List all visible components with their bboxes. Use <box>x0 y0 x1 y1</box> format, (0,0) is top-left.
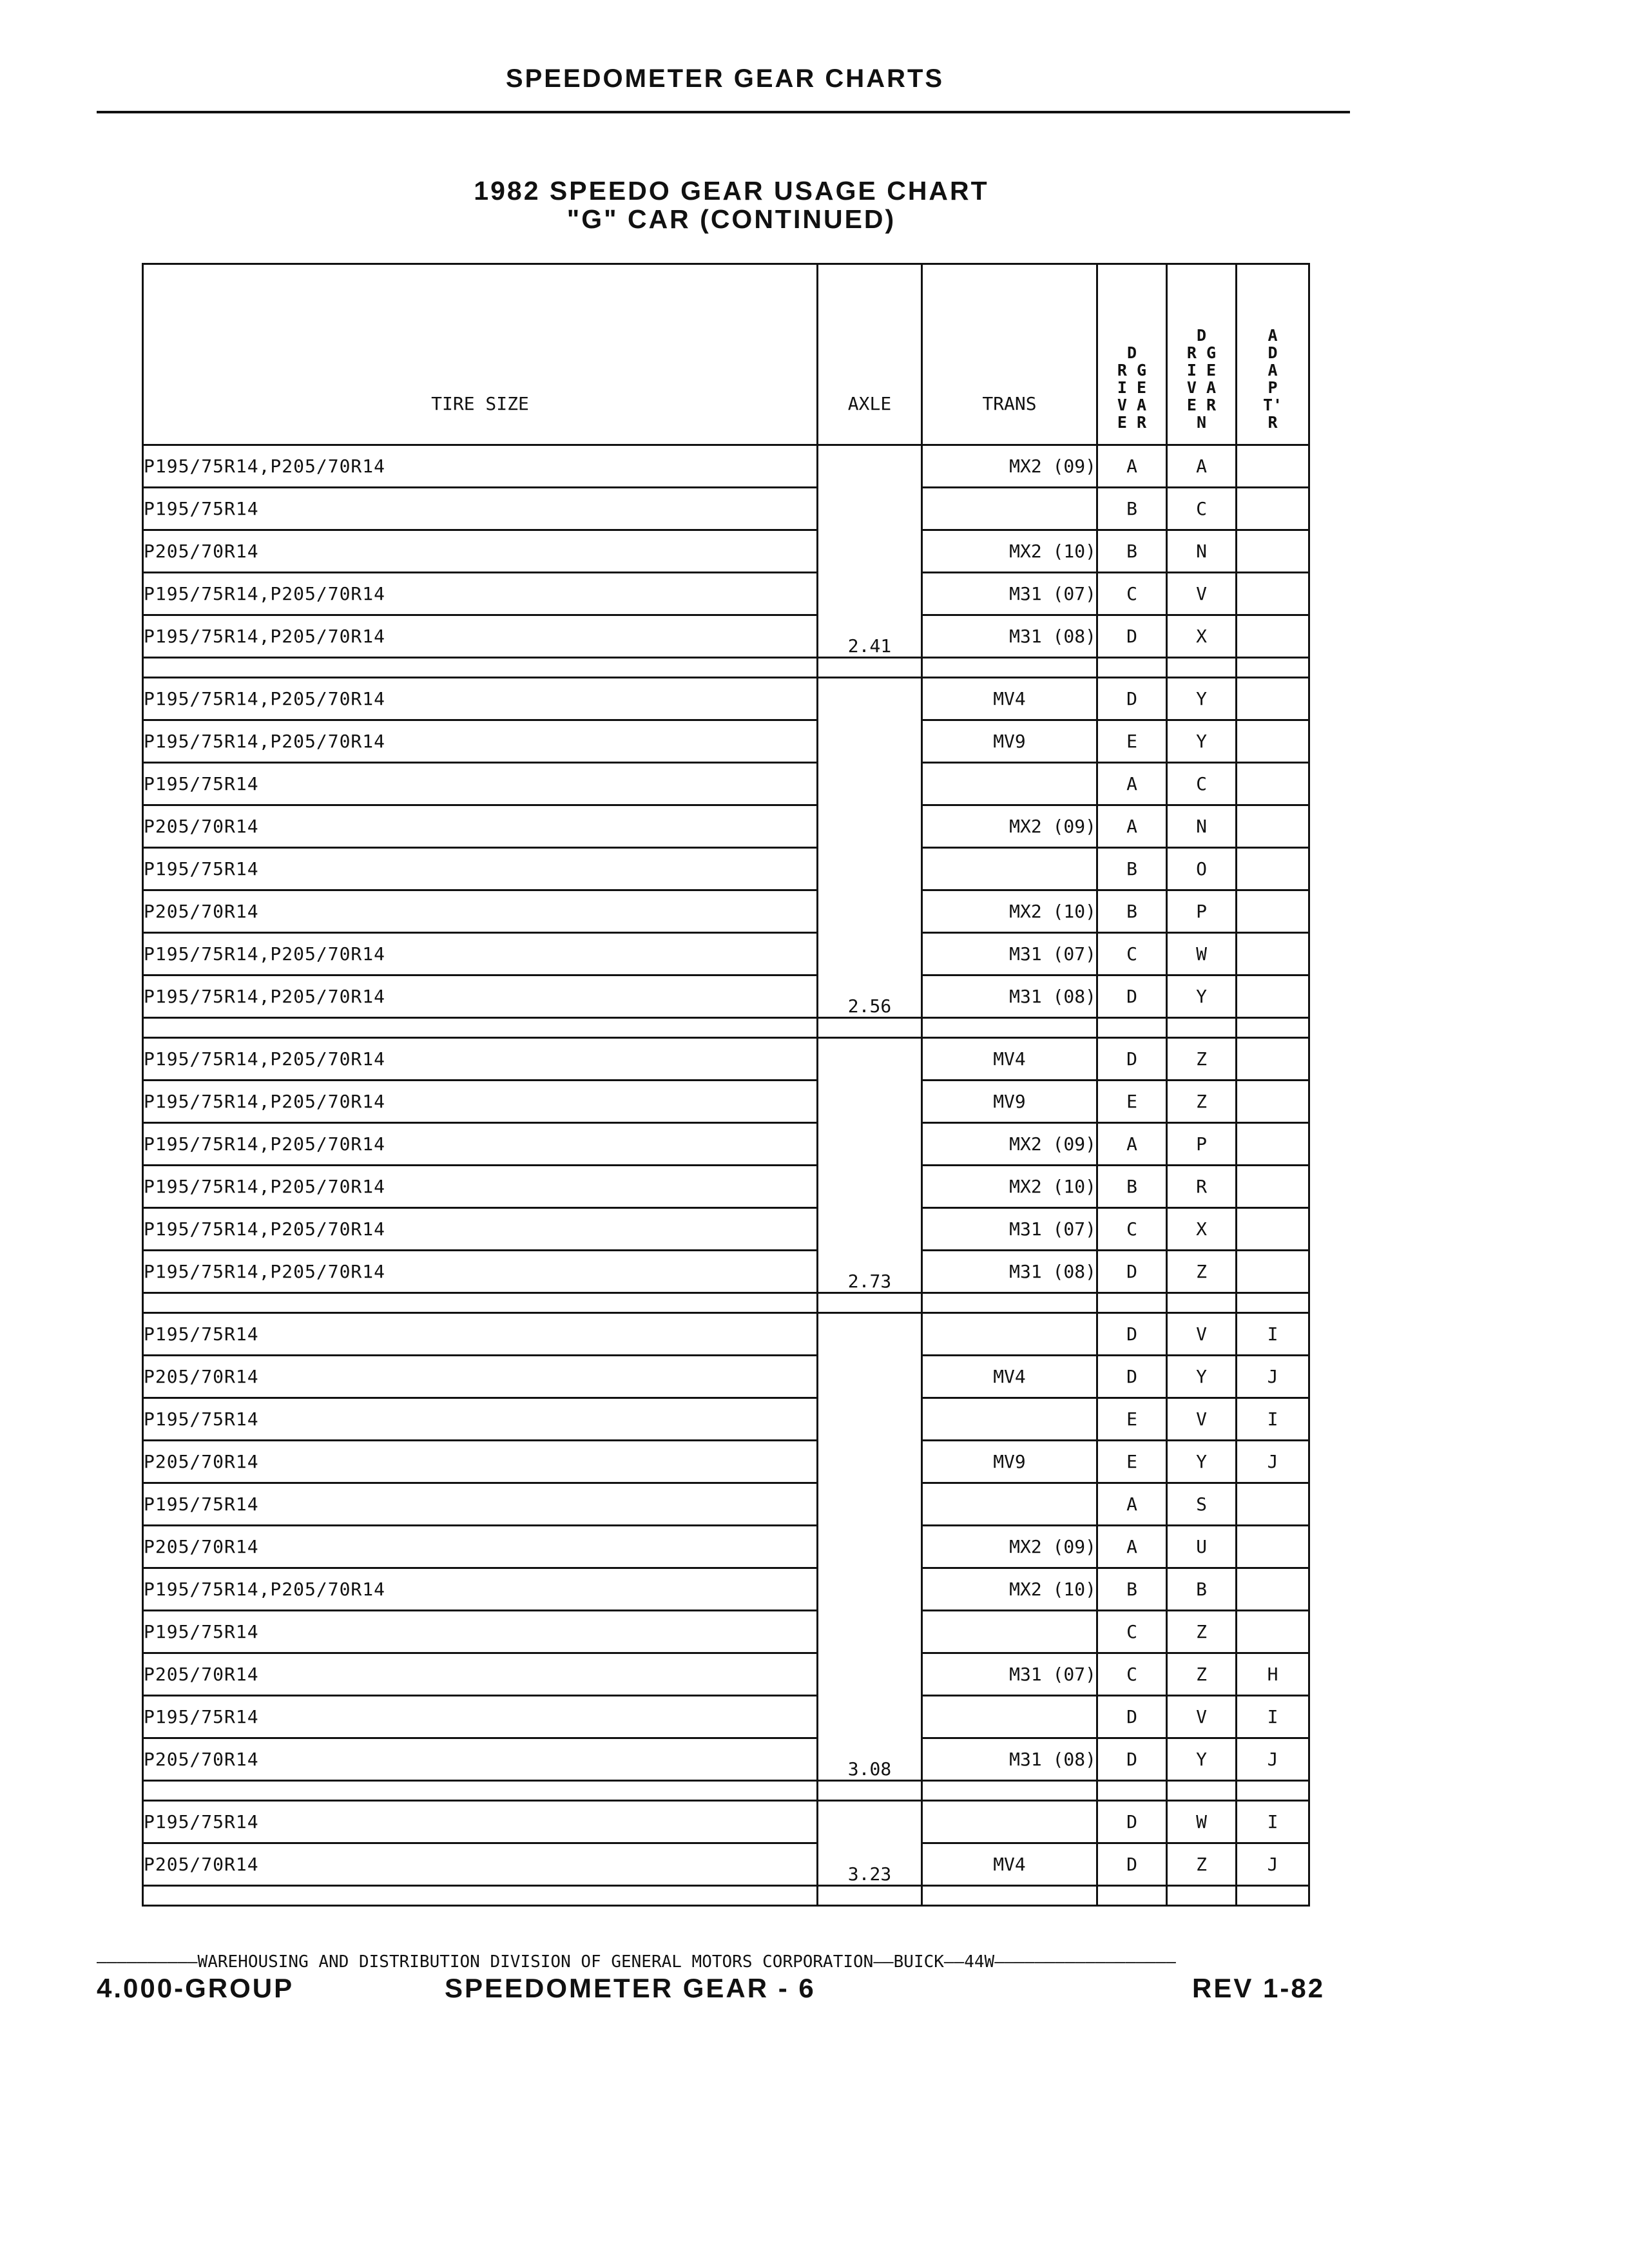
driven-gear-cell: Z <box>1167 1038 1237 1081</box>
trans-cell: MV9 <box>922 1081 1097 1123</box>
adapter-cell <box>1237 678 1309 720</box>
separator-cell <box>143 1293 818 1313</box>
tire-size-cell: P195/75R14 <box>143 848 818 890</box>
driven-gear-cell: P <box>1167 1123 1237 1166</box>
tire-size-cell: P205/70R14 <box>143 1526 818 1568</box>
driven-gear-cell: Z <box>1167 1843 1237 1886</box>
drive-gear-cell: B <box>1097 530 1167 573</box>
footer-division-line: ——————————WAREHOUSING AND DISTRIBUTION DIVISION OF GENERAL MOTORS CORPORATION——BUICK——44W—————————————————— <box>97 1952 1176 1972</box>
table-row <box>143 763 1309 805</box>
trans-cell: M31 (08) <box>922 615 1097 658</box>
drive-gear-cell: B <box>1097 488 1167 530</box>
adapter-cell <box>1237 1038 1309 1081</box>
separator-cell <box>1167 1293 1237 1313</box>
trans-cell: MX2 (10) <box>922 1166 1097 1208</box>
separator-cell <box>818 658 922 678</box>
drive-gear-cell: D <box>1097 1738 1167 1781</box>
footer-division: WAREHOUSING AND DISTRIBUTION DIVISION OF GENERAL MOTORS CORPORATION <box>197 1952 874 1972</box>
tire-size-cell: P205/70R14 <box>143 1653 818 1696</box>
driven-gear-cell: O <box>1167 848 1237 890</box>
separator-cell <box>1167 658 1237 678</box>
drive-gear-cell: D <box>1097 1313 1167 1356</box>
adapter-cell <box>1237 933 1309 975</box>
tire-size-cell: P195/75R14,P205/70R14 <box>143 678 818 720</box>
trans-cell: M31 (08) <box>922 975 1097 1018</box>
driven-gear-cell: Y <box>1167 1441 1237 1483</box>
driven-gear-cell: W <box>1167 933 1237 975</box>
adapter-cell <box>1237 573 1309 615</box>
tire-size-cell: P195/75R14 <box>143 1313 818 1356</box>
tire-size-cell: P195/75R14,P205/70R14 <box>143 1081 818 1123</box>
trans-cell: MX2 (10) <box>922 890 1097 933</box>
table-row <box>143 1356 1309 1398</box>
adapter-cell: I <box>1237 1398 1309 1441</box>
separator-cell <box>922 1293 1097 1313</box>
table-row <box>143 488 1309 530</box>
driven-gear-cell: P <box>1167 890 1237 933</box>
separator-cell <box>818 1018 922 1038</box>
table-body <box>143 445 1309 1906</box>
tire-size-cell: P195/75R14,P205/70R14 <box>143 720 818 763</box>
group-separator-row <box>143 1781 1309 1801</box>
group-separator-row <box>143 1293 1309 1313</box>
drive-gear-cell: A <box>1097 1123 1167 1166</box>
separator-cell <box>1237 1293 1309 1313</box>
drive-gear-cell: D <box>1097 1251 1167 1293</box>
table-row <box>143 1653 1309 1696</box>
trans-cell: MX2 (09) <box>922 1123 1097 1166</box>
adapter-cell <box>1237 805 1309 848</box>
table-row <box>143 805 1309 848</box>
separator-cell <box>1167 1781 1237 1801</box>
adapter-cell: I <box>1237 1801 1309 1843</box>
drive-gear-cell: D <box>1097 678 1167 720</box>
trans-cell: MX2 (09) <box>922 445 1097 488</box>
trans-cell <box>922 1483 1097 1526</box>
drive-gear-cell: B <box>1097 890 1167 933</box>
trans-cell <box>922 763 1097 805</box>
adapter-cell <box>1237 530 1309 573</box>
adapter-cell <box>1237 1081 1309 1123</box>
driven-gear-cell: N <box>1167 805 1237 848</box>
adapter-cell: J <box>1237 1843 1309 1886</box>
drive-gear-cell: E <box>1097 1441 1167 1483</box>
driven-gear-cell: Z <box>1167 1611 1237 1653</box>
footer-group: 4.000-GROUP <box>97 1973 294 2003</box>
tire-size-cell: P195/75R14 <box>143 1483 818 1526</box>
driven-gear-cell: Y <box>1167 720 1237 763</box>
driven-gear-cell: B <box>1167 1568 1237 1611</box>
tire-size-cell: P205/70R14 <box>143 1356 818 1398</box>
drive-gear-cell: C <box>1097 573 1167 615</box>
adapter-cell <box>1237 763 1309 805</box>
table-row <box>143 1611 1309 1653</box>
driven-gear-cell: U <box>1167 1526 1237 1568</box>
trans-cell: M31 (08) <box>922 1251 1097 1293</box>
adapter-cell <box>1237 1251 1309 1293</box>
driven-gear-cell: Z <box>1167 1251 1237 1293</box>
tire-size-cell: P195/75R14,P205/70R14 <box>143 1568 818 1611</box>
driven-gear-cell: V <box>1167 573 1237 615</box>
trans-cell <box>922 1801 1097 1843</box>
table-row <box>143 1441 1309 1483</box>
drive-gear-cell: B <box>1097 848 1167 890</box>
driven-gear-cell: N <box>1167 530 1237 573</box>
tire-size-cell: P195/75R14 <box>143 1801 818 1843</box>
trans-cell <box>922 848 1097 890</box>
separator-cell <box>1167 1886 1237 1906</box>
col-header-drive-gear: D R G I E V A E R <box>1097 264 1167 445</box>
driven-gear-cell: V <box>1167 1696 1237 1738</box>
table-row <box>143 1251 1309 1293</box>
driven-gear-cell: A <box>1167 445 1237 488</box>
drive-gear-cell: A <box>1097 445 1167 488</box>
table-row <box>143 1398 1309 1441</box>
group-separator-row <box>143 658 1309 678</box>
separator-cell <box>143 1886 818 1906</box>
tire-size-cell: P195/75R14 <box>143 1696 818 1738</box>
separator-cell <box>922 658 1097 678</box>
table-row <box>143 1568 1309 1611</box>
page-header: SPEEDOMETER GEAR CHARTS <box>505 64 945 93</box>
axle-cell: 3.08 <box>818 1313 922 1781</box>
tire-size-cell: P205/70R14 <box>143 1738 818 1781</box>
table-row <box>143 1166 1309 1208</box>
drive-gear-cell: B <box>1097 1568 1167 1611</box>
trans-cell: M31 (07) <box>922 1653 1097 1696</box>
separator-cell <box>1237 658 1309 678</box>
adapter-cell: J <box>1237 1441 1309 1483</box>
trans-cell: MV4 <box>922 1038 1097 1081</box>
driven-gear-cell: Y <box>1167 678 1237 720</box>
table-row <box>143 530 1309 573</box>
tire-size-cell: P195/75R14 <box>143 1398 818 1441</box>
driven-gear-cell: C <box>1167 488 1237 530</box>
group-separator-row <box>143 1018 1309 1038</box>
table-row <box>143 1696 1309 1738</box>
table-row <box>143 1081 1309 1123</box>
drive-gear-cell: D <box>1097 1038 1167 1081</box>
table-row <box>143 1843 1309 1886</box>
drive-gear-cell: C <box>1097 1208 1167 1251</box>
separator-cell <box>1097 1018 1167 1038</box>
table-row <box>143 1313 1309 1356</box>
chart-title: 1982 SPEEDO GEAR USAGE CHART <box>474 176 989 206</box>
col-header-trans: TRANS <box>922 264 1097 445</box>
trans-cell <box>922 488 1097 530</box>
footer-section: SPEEDOMETER GEAR - 6 <box>445 1973 816 2003</box>
adapter-cell: J <box>1237 1356 1309 1398</box>
tire-size-cell: P195/75R14,P205/70R14 <box>143 615 818 658</box>
adapter-cell <box>1237 1483 1309 1526</box>
driven-gear-cell: S <box>1167 1483 1237 1526</box>
trans-cell <box>922 1313 1097 1356</box>
adapter-cell <box>1237 1611 1309 1653</box>
adapter-cell <box>1237 848 1309 890</box>
drive-gear-cell: D <box>1097 1843 1167 1886</box>
trans-cell: M31 (08) <box>922 1738 1097 1781</box>
trans-cell <box>922 1696 1097 1738</box>
drive-gear-cell: C <box>1097 933 1167 975</box>
chart-subtitle: "G" CAR (CONTINUED) <box>566 204 896 234</box>
trans-cell: MX2 (09) <box>922 1526 1097 1568</box>
separator-cell <box>1097 1886 1167 1906</box>
axle-cell: 3.23 <box>818 1801 922 1886</box>
drive-gear-cell: D <box>1097 1356 1167 1398</box>
trans-cell: MX2 (09) <box>922 805 1097 848</box>
trans-cell: MV4 <box>922 678 1097 720</box>
table-row <box>143 678 1309 720</box>
separator-cell <box>922 1018 1097 1038</box>
footer-code: 44W <box>964 1952 995 1972</box>
table-row <box>143 1123 1309 1166</box>
adapter-cell <box>1237 615 1309 658</box>
drive-gear-cell: A <box>1097 763 1167 805</box>
separator-cell <box>1097 1293 1167 1313</box>
tire-size-cell: P205/70R14 <box>143 890 818 933</box>
adapter-cell <box>1237 488 1309 530</box>
table-row <box>143 1801 1309 1843</box>
tire-size-cell: P205/70R14 <box>143 1441 818 1483</box>
separator-cell <box>1237 1886 1309 1906</box>
adapter-cell <box>1237 890 1309 933</box>
driven-gear-cell: X <box>1167 615 1237 658</box>
table-row <box>143 1208 1309 1251</box>
drive-gear-cell: B <box>1097 1166 1167 1208</box>
adapter-cell <box>1237 1568 1309 1611</box>
driven-gear-cell: Z <box>1167 1081 1237 1123</box>
drive-gear-cell: A <box>1097 805 1167 848</box>
table-row <box>143 933 1309 975</box>
driven-gear-cell: X <box>1167 1208 1237 1251</box>
tire-size-cell: P195/75R14,P205/70R14 <box>143 975 818 1018</box>
trans-cell: MV4 <box>922 1356 1097 1398</box>
table-row <box>143 1483 1309 1526</box>
tire-size-cell: P195/75R14,P205/70R14 <box>143 1038 818 1081</box>
driven-gear-cell: R <box>1167 1166 1237 1208</box>
tire-size-cell: P195/75R14 <box>143 1611 818 1653</box>
drive-gear-cell: E <box>1097 720 1167 763</box>
adapter-cell: I <box>1237 1696 1309 1738</box>
table-row <box>143 1526 1309 1568</box>
table-row <box>143 975 1309 1018</box>
trans-cell: MV9 <box>922 720 1097 763</box>
group-separator-row <box>143 1886 1309 1906</box>
tire-size-cell: P195/75R14,P205/70R14 <box>143 1166 818 1208</box>
driven-gear-cell: W <box>1167 1801 1237 1843</box>
header-rule <box>97 111 1350 113</box>
driven-gear-cell: Z <box>1167 1653 1237 1696</box>
driven-gear-cell: C <box>1167 763 1237 805</box>
table-row <box>143 720 1309 763</box>
drive-gear-cell: A <box>1097 1483 1167 1526</box>
adapter-cell: H <box>1237 1653 1309 1696</box>
tire-size-cell: P205/70R14 <box>143 530 818 573</box>
col-header-driven-gear: D R G I E V A E R N <box>1167 264 1237 445</box>
adapter-cell <box>1237 1208 1309 1251</box>
drive-gear-cell: D <box>1097 615 1167 658</box>
adapter-cell <box>1237 1526 1309 1568</box>
separator-cell <box>922 1781 1097 1801</box>
separator-cell <box>1097 658 1167 678</box>
drive-gear-cell: C <box>1097 1611 1167 1653</box>
driven-gear-cell: V <box>1167 1398 1237 1441</box>
separator-cell <box>818 1781 922 1801</box>
trans-cell: M31 (07) <box>922 573 1097 615</box>
table-row <box>143 573 1309 615</box>
trans-cell: MV9 <box>922 1441 1097 1483</box>
tire-size-cell: P195/75R14,P205/70R14 <box>143 933 818 975</box>
col-header-adapter: A D A P T' R <box>1237 264 1309 445</box>
adapter-cell <box>1237 1123 1309 1166</box>
drive-gear-cell: A <box>1097 1526 1167 1568</box>
table-row <box>143 615 1309 658</box>
separator-cell <box>143 1781 818 1801</box>
table-row <box>143 1738 1309 1781</box>
table-row <box>143 445 1309 488</box>
trans-cell <box>922 1611 1097 1653</box>
drive-gear-cell: D <box>1097 975 1167 1018</box>
tire-size-cell: P195/75R14,P205/70R14 <box>143 1251 818 1293</box>
footer-make: BUICK <box>893 1952 944 1972</box>
footer-revision: REV 1-82 <box>1192 1973 1325 2003</box>
adapter-cell: J <box>1237 1738 1309 1781</box>
drive-gear-cell: E <box>1097 1398 1167 1441</box>
table-header-row <box>143 264 1309 445</box>
drive-gear-cell: C <box>1097 1653 1167 1696</box>
separator-cell <box>1237 1781 1309 1801</box>
gear-usage-table <box>142 263 1310 1907</box>
table-row <box>143 848 1309 890</box>
adapter-cell <box>1237 445 1309 488</box>
tire-size-cell: P195/75R14 <box>143 488 818 530</box>
separator-cell <box>818 1886 922 1906</box>
col-header-tire-size: TIRE SIZE <box>143 264 818 445</box>
separator-cell <box>143 658 818 678</box>
tire-size-cell: P195/75R14 <box>143 763 818 805</box>
drive-gear-cell: E <box>1097 1081 1167 1123</box>
col-header-axle: AXLE <box>818 264 922 445</box>
separator-cell <box>922 1886 1097 1906</box>
tire-size-cell: P195/75R14,P205/70R14 <box>143 445 818 488</box>
trans-cell: M31 (07) <box>922 1208 1097 1251</box>
driven-gear-cell: V <box>1167 1313 1237 1356</box>
driven-gear-cell: Y <box>1167 1356 1237 1398</box>
tire-size-cell: P195/75R14,P205/70R14 <box>143 1123 818 1166</box>
tire-size-cell: P195/75R14,P205/70R14 <box>143 573 818 615</box>
separator-cell <box>1097 1781 1167 1801</box>
separator-cell <box>1237 1018 1309 1038</box>
tire-size-cell: P205/70R14 <box>143 1843 818 1886</box>
table-row <box>143 890 1309 933</box>
axle-cell: 2.41 <box>818 445 922 658</box>
table-row <box>143 1038 1309 1081</box>
adapter-cell <box>1237 975 1309 1018</box>
tire-size-cell: P195/75R14,P205/70R14 <box>143 1208 818 1251</box>
adapter-cell <box>1237 1166 1309 1208</box>
drive-gear-cell: D <box>1097 1696 1167 1738</box>
adapter-cell <box>1237 720 1309 763</box>
trans-cell <box>922 1398 1097 1441</box>
drive-gear-cell: D <box>1097 1801 1167 1843</box>
driven-gear-cell: Y <box>1167 975 1237 1018</box>
axle-cell: 2.73 <box>818 1038 922 1293</box>
separator-cell <box>143 1018 818 1038</box>
axle-cell: 2.56 <box>818 678 922 1018</box>
trans-cell: MV4 <box>922 1843 1097 1886</box>
trans-cell: MX2 (10) <box>922 530 1097 573</box>
tire-size-cell: P205/70R14 <box>143 805 818 848</box>
driven-gear-cell: Y <box>1167 1738 1237 1781</box>
separator-cell <box>1167 1018 1237 1038</box>
trans-cell: M31 (07) <box>922 933 1097 975</box>
trans-cell: MX2 (10) <box>922 1568 1097 1611</box>
adapter-cell: I <box>1237 1313 1309 1356</box>
separator-cell <box>818 1293 922 1313</box>
